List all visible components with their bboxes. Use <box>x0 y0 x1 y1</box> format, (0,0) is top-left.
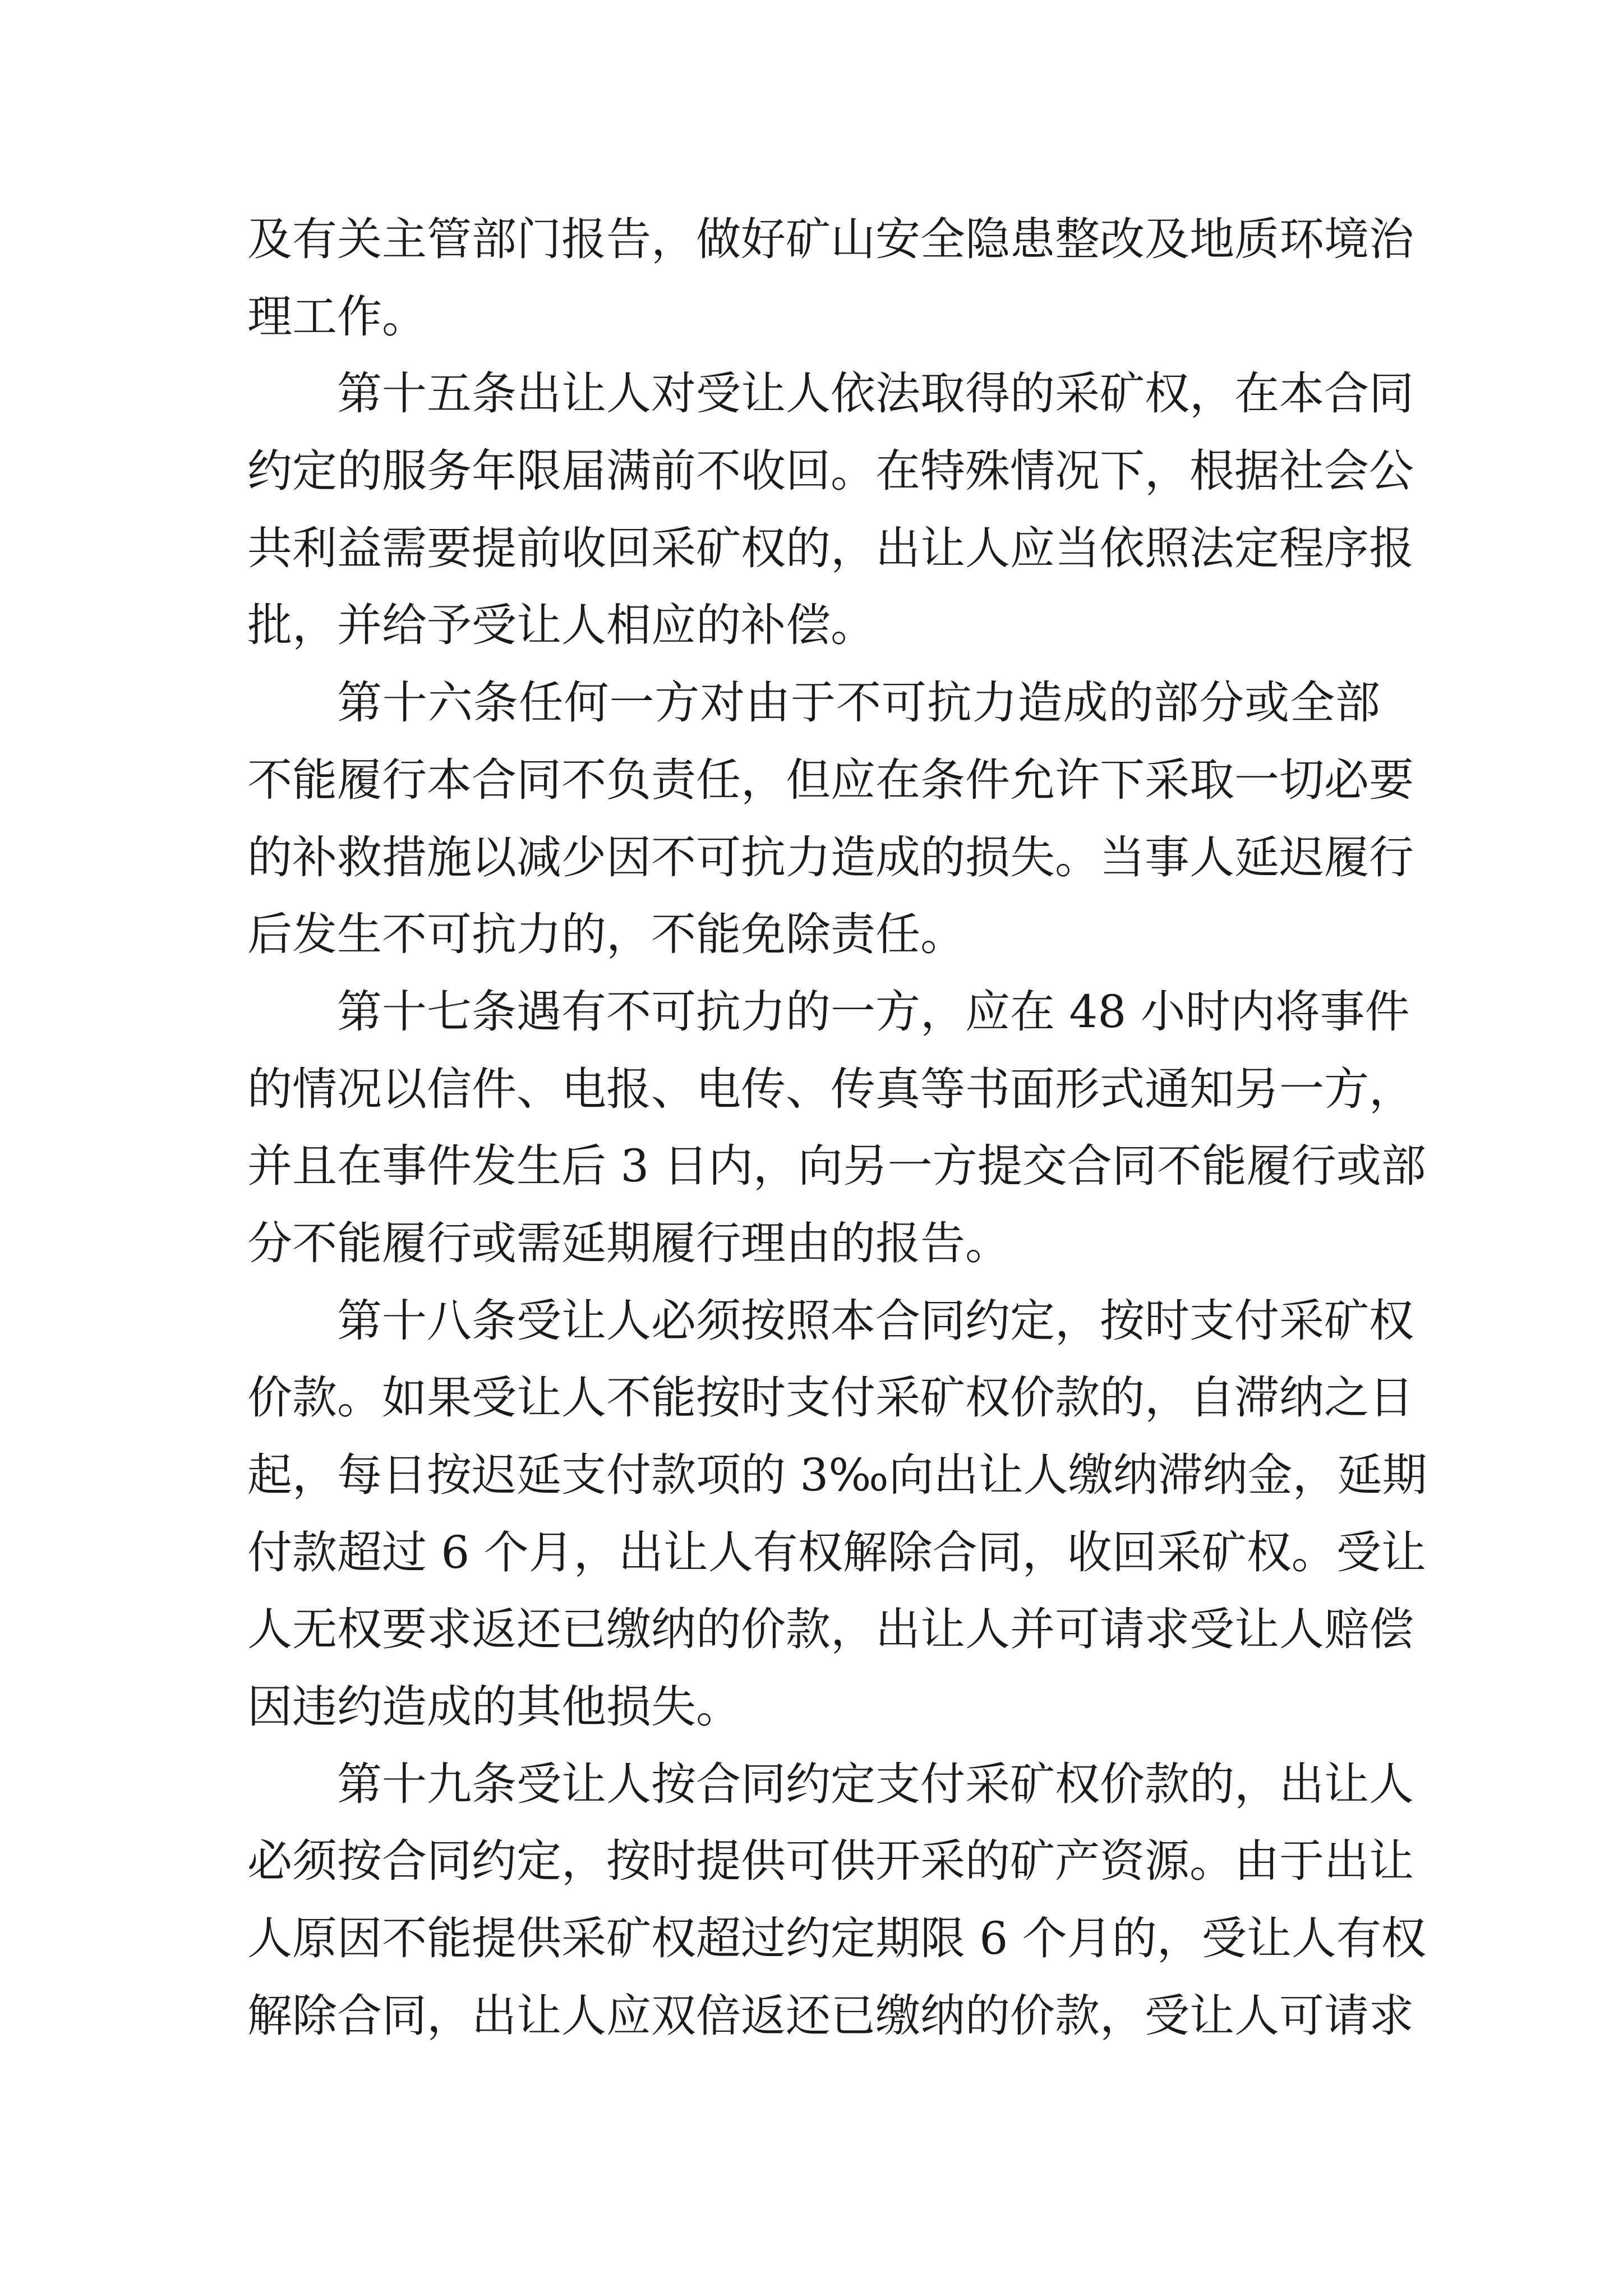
text-line: 因违约造成的其他损失。 <box>247 1681 741 1733</box>
text-line: 后发生不可抗力的，不能免除责任。 <box>247 908 965 961</box>
text-line: 共利益需要提前收回采矿权的，出让人应当依照法定程序报 <box>247 522 1414 574</box>
text-line: 第十六条任何一方对由于不可抗力造成的部分或全部 <box>337 677 1380 729</box>
text-line: 必须按合同约定，按时提供可供开采的矿产资源。由于出让 <box>247 1835 1414 1888</box>
text-line: 批，并给予受让人相应的补偿。 <box>247 599 875 652</box>
text-line: 起，每日按迟延支付款项的 3‰向出让人缴纳滞纳金，延期 <box>247 1449 1427 1501</box>
text-line: 约定的服务年限届满前不收回。在特殊情况下，根据社会公 <box>247 445 1414 498</box>
text-line: 第十五条出让人对受让人依法取得的采矿权，在本合同 <box>337 367 1414 420</box>
text-line: 第十八条受让人必须按照本合同约定，按时支付采矿权 <box>337 1294 1414 1347</box>
text-line: 并且在事件发生后 3 日内，向另一方提交合同不能履行或部 <box>247 1140 1426 1193</box>
text-line: 不能履行本合同不负责任，但应在条件允许下采取一切必要 <box>247 753 1414 806</box>
text-line: 付款超过 6 个月，出让人有权解除合同，收回采矿权。受让 <box>247 1526 1426 1579</box>
text-line: 解除合同，出让人应双倍返还已缴纳的价款，受让人可请求 <box>247 1989 1414 2042</box>
text-line: 的情况以信件、电报、电传、传真等书面形式通知另一方， <box>247 1062 1414 1115</box>
text-line: 理工作。 <box>247 290 427 343</box>
text-line: 第十九条受让人按合同约定支付采矿权价款的，出让人 <box>337 1757 1414 1810</box>
text-line: 价款。如果受让人不能按时支付采矿权价款的，自滞纳之日 <box>247 1372 1414 1424</box>
text-line: 分不能履行或需延期履行理由的报告。 <box>247 1217 1010 1269</box>
text-line: 的补救措施以减少因不可抗力造成的损失。当事人延迟履行 <box>247 831 1414 884</box>
text-line: 人无权要求返还已缴纳的价款，出让人并可请求受让人赔偿 <box>247 1603 1414 1656</box>
text-line: 人原因不能提供采矿权超过约定期限 6 个月的，受让人有权 <box>247 1912 1426 1965</box>
text-line: 及有关主管部门报告，做好矿山安全隐患整改及地质环境治 <box>247 213 1414 265</box>
text-line: 第十七条遇有不可抗力的一方，应在 48 小时内将事件 <box>337 985 1410 1038</box>
document-page <box>247 201 1427 2055</box>
